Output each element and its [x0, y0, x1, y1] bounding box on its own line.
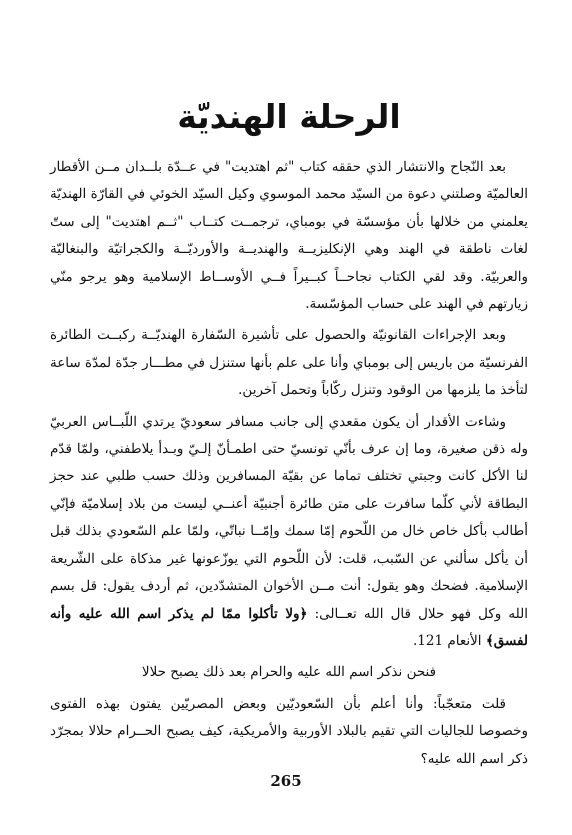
- centered-line: فنحن نذكر اسم الله عليه والحرام بعد ذلك يصبح حلالا: [141, 664, 437, 681]
- paragraph-saudi-passenger-text: وشاءت الأقدار أن يكون مقعدي إلى جانب مسافر سعوديّ يرتدي اللّبــاس العربيّ وله ذقن صغيرة، وما إن عرف بأنّي تونسيّ حتى اطمـأنّ إلـيّ وبـدأ يلاطفني، ولمّا قدّم لنا الأكل كانت وجبتي تختلف تماما عن بقيّة المسافرين وذلك حسب طلبي عند حجز البطاقة لأني كلّما سافرت على متن طائرة أجنبيّة أعنــي ليست من بلاد إسلاميّة فإنّي أطالب بأكل خاص خال من اللّحوم إمّا سمك وإمّــا نباتّي، ولمّا علم السّعودي بذلك قبل أن يأكل سألني عن السّبب، قلت: لأن اللّحوم التي يوزّعونها غير مذكاة على الشّريعة الإسلامية. فضحك وهو يقول: أنت مــن الأخوان المتشدّدين، ثم أردف يقول: قل بسم الله وكل فهو حلال قال الله تعــالى:: [50, 413, 529, 622]
- paragraph-final: قلت متعجّباً: وأنا أعلم بأن السّعوديّين وبعض المصريّين يفتون بهذه الفتوى وخصوصا للجاليات التي تقيم بالبلاد الأوربية والأمريكية، كيف يصبح الحــرام حلالا بمجرّد ذكر اسم الله عليه؟: [50, 695, 528, 767]
- quran-verse: ﴿ولا تأكلوا ممّا لم يذكر اسم الله عليه وأنه لفسق﴾: [50, 605, 528, 649]
- chapter-title: الرحلة الهنديّة: [177, 97, 401, 136]
- quran-reference: الأنعام 121.: [412, 632, 482, 649]
- page-number: 265: [270, 772, 302, 790]
- paragraph-flight: وبعد الإجراءات القانونيّة والحصول على تأشيرة السّفارة الهنديّــة ركبــت الطائرة الفرنسيّة من باريس إلى بومباي وأنا على علم بأنها ستنزل في مطـــار جدّة لمدّة ساعة لتأخذ ما يلزمها من الوقود وتنزل ركّاباً وتحمل آخرين.: [50, 327, 528, 399]
- paragraph-invitation: بعد النّجاح والانتشار الذي حققه كتاب "ثم اهتديت" في عــدّة بلــدان مــن الأقطار العالميّة وصلتني دعوة من السيّد محمد الموسوي وكيل السيّد الخوئي في القارّة الهنديّة يعلمني من خلالها بأن مؤسسّة في بومباي، ترجمــت كتــاب "ثــم اهتديت" إلى ستّ لغات ناطقة في الهند وهي الإنكليزيــة والهنديــة والأورديّــة والكجراتيّة والبنغاليّة والعربيّة. وقد لقي الكتاب نجاحــاً كبــيراً فــي الأوســاط الإسلامية وهو يرجو منّي زيارتهم في الهند على حساب المؤسّسة.: [50, 159, 528, 313]
- paragraph-saudi-passenger: [50, 409, 528, 656]
